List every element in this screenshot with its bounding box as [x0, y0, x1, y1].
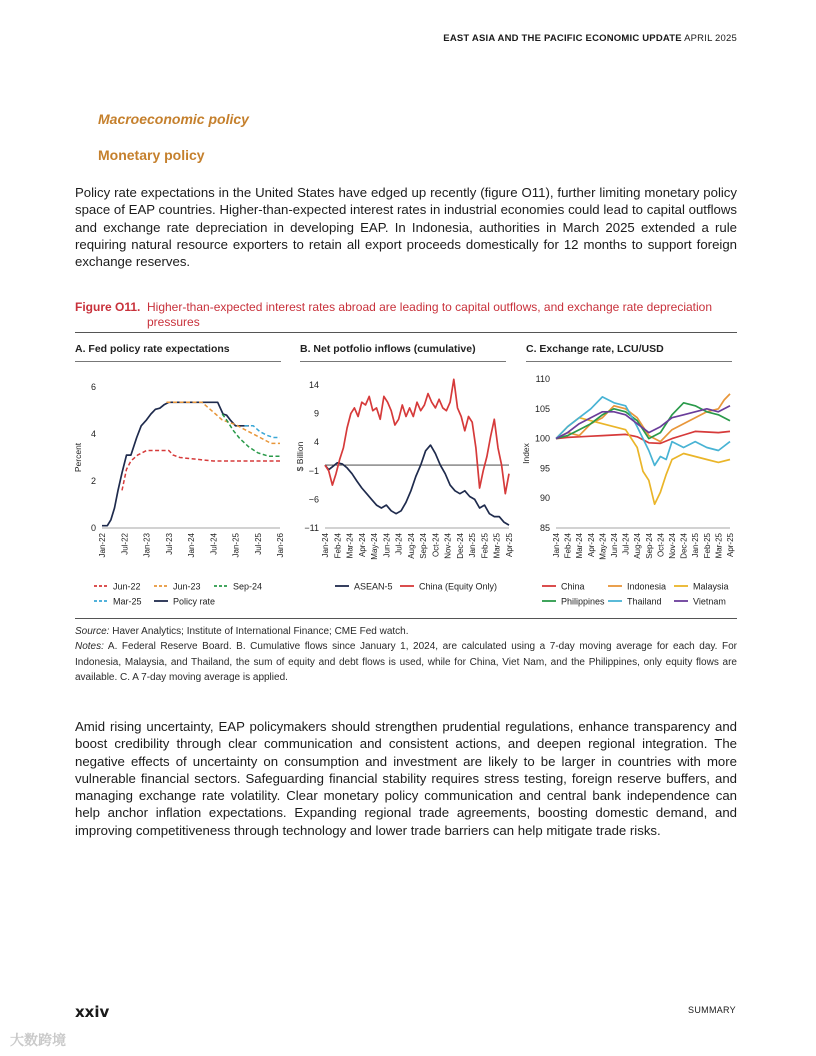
chart-c-x-tick-label: Jan-24: [552, 533, 561, 558]
chart-a-legend-label: Jun-22: [113, 581, 141, 592]
chart-c-legend-label: Philippines: [561, 596, 605, 607]
chart-b-x-tick-label: Apr-25: [505, 533, 514, 558]
chart-c-legend-label: Thailand: [627, 596, 662, 607]
chart-a-y-tick-label: 0: [90, 523, 96, 533]
chart-b-y-tick-label: −1: [308, 465, 319, 476]
chart-b-x-tick-label: Aug-24: [406, 533, 416, 559]
chart-b-x-tick-label: Nov-24: [443, 533, 453, 559]
chart-a-y-tick-label: 4: [90, 429, 96, 439]
watermark: 大数跨境: [10, 1032, 66, 1048]
header-title: EAST ASIA AND THE PACIFIC ECONOMIC UPDATE: [443, 33, 682, 44]
chart-a-y-tick-label: 6: [90, 382, 96, 392]
chart-a-x-tick-label: Jan-26: [276, 533, 285, 558]
chart-b-y-tick-label: −6: [308, 494, 319, 505]
chart-a-legend-label: Policy rate: [173, 596, 216, 607]
chart-b-x-tick-label: Jul-24: [394, 533, 404, 555]
panel-b-title: B. Net potfolio inflows (cumulative): [300, 343, 476, 355]
paragraph-1: Policy rate expectations in the United States have edged up recently (figure O11), further limiting monetary policy space of EAP countries. Higher-than-expected interest rates in industrial economies could lead to capital outflows and exchange rate depreciation in developing EAP. In Indonesia, authorities in March 2025 extended a rule requiring natural resource exporters to retain all export proceeds domestically for 12 months to support foreign exchange reserves.: [75, 185, 737, 270]
running-header: [443, 33, 737, 44]
page-number: xxiv: [75, 1003, 110, 1021]
figure-notes: [75, 639, 737, 686]
chart-b-legend-label: ASEAN-5: [354, 581, 393, 592]
chart-b-x-tick-label: Feb-24: [333, 533, 343, 559]
chart-b-x-tick-label: Feb-25: [480, 533, 490, 559]
chart-b-portfolio-inflows: [295, 365, 515, 615]
figure-label: Figure O11.: [75, 300, 141, 314]
chart-b-x-tick-label: Sep-24: [419, 533, 429, 559]
chart-b-x-tick-label: May-24: [370, 533, 380, 560]
chart-c-x-tick-label: Apr-24: [586, 533, 596, 558]
chart-c-x-tick-label: Oct-24: [656, 533, 666, 558]
figure-caption-line-2: pressures: [147, 314, 200, 329]
chart-c-x-tick-label: Dec-24: [679, 533, 689, 559]
panel-c-title: C. Exchange rate, LCU/USD: [526, 343, 664, 355]
chart-c-x-tick-label: Feb-24: [563, 533, 573, 559]
chart-a-legend-label: Jun-23: [173, 581, 201, 592]
chart-b-x-tick-label: Jun-24: [382, 533, 392, 558]
figure-top-rule: [75, 332, 737, 333]
chart-c-legend-label: China: [561, 581, 585, 592]
figure-caption-line-1: Higher-than-expected interest rates abroad are leading to capital outflows, and exchange rate depreciation: [147, 300, 713, 314]
chart-b-y-tick-label: 9: [313, 408, 319, 419]
chart-c-x-tick-label: Jun-24: [610, 533, 619, 558]
chart-c-x-tick-label: Mar-25: [714, 533, 724, 559]
chart-a-x-tick-label: Jan-25: [231, 533, 241, 558]
section-title: Macroeconomic policy: [98, 111, 249, 127]
chart-b-x-tick-label: Apr-24: [357, 533, 367, 558]
chart-a-y-tick-label: 2: [90, 476, 96, 486]
chart-b-x-tick-label: Mar-25: [492, 533, 502, 559]
chart-c-y-tick-label: 105: [534, 403, 550, 414]
chart-b-y-tick-label: −11: [304, 523, 319, 533]
chart-c-y-tick-label: 110: [535, 374, 550, 384]
figure-bottom-rule: [75, 618, 737, 619]
chart-c-y-tick-label: 100: [534, 433, 550, 444]
panel-a-title: A. Fed policy rate expectations: [75, 343, 230, 355]
footer-section: SUMMARY: [688, 1005, 736, 1015]
chart-b-x-tick-label: Jan-24: [321, 533, 330, 558]
chart-a-fed-policy-rate: [70, 365, 285, 615]
chart-b-series-china-equity-only-: [325, 379, 509, 493]
chart-a-x-tick-label: Jul-22: [120, 533, 130, 555]
chart-a-series-jun-22: [122, 451, 280, 491]
figure-caption: [75, 300, 737, 329]
chart-c-legend-label: Vietnam: [693, 596, 726, 607]
chart-a-x-tick-label: Jan-23: [142, 533, 152, 558]
chart-a-x-tick-label: Jul-25: [253, 533, 263, 555]
panel-c-rule: [526, 361, 732, 362]
chart-c-x-tick-label: Nov-24: [668, 533, 677, 559]
chart-a-x-tick-label: Jan-22: [98, 533, 107, 558]
chart-c-x-tick-label: Aug-24: [633, 533, 643, 559]
chart-b-x-tick-label: Jan-25: [468, 533, 478, 558]
chart-b-x-tick-label: Mar-24: [345, 533, 355, 559]
chart-c-x-tick-label: Mar-24: [575, 533, 585, 559]
chart-c-x-tick-label: Apr-25: [726, 533, 735, 558]
chart-a-legend-label: Sep-24: [233, 581, 263, 592]
chart-b-y-tick-label: 14: [308, 380, 319, 390]
chart-c-legend-label: Malaysia: [693, 581, 729, 592]
chart-c-x-tick-label: Jul-24: [621, 533, 631, 555]
panel-b-rule: [300, 361, 506, 362]
chart-c-exchange-rate: [520, 365, 740, 615]
chart-c-y-tick-label: 85: [539, 523, 550, 533]
chart-a-x-tick-label: Jul-24: [209, 533, 219, 555]
chart-b-series-asean-5: [325, 445, 509, 525]
notes-text: A. Federal Reserve Board. B. Cumulative flows since January 1, 2024, are calculated using a 7-day moving average for each day. For Indonesia, Malaysia, and Thailand, the sum of equity and debt flows is used, while for China, Viet Nam, and the Philippines, only equity flows are available. C. A 7-day moving average is applied.: [75, 641, 737, 683]
source-text: Haver Analytics; Institute of International Finance; CME Fed watch.: [109, 626, 409, 637]
source-label: Source:: [75, 626, 110, 637]
chart-c-legend-label: Indonesia: [627, 581, 667, 592]
chart-b-legend-label: China (Equity Only): [419, 581, 498, 592]
panel-a-rule: [75, 361, 281, 362]
chart-c-x-tick-label: May-24: [598, 533, 608, 560]
chart-a-x-tick-label: Jul-23: [164, 533, 174, 555]
chart-b-x-tick-label: Dec-24: [455, 533, 465, 559]
chart-c-y-axis-label: Index: [521, 443, 531, 464]
chart-a-x-tick-label: Jan-24: [187, 533, 196, 558]
chart-c-x-tick-label: Sep-24: [644, 533, 654, 559]
notes-label: Notes:: [75, 641, 104, 652]
chart-b-y-axis-label: $ Billion: [295, 441, 305, 472]
chart-c-x-tick-label: Feb-25: [702, 533, 712, 559]
chart-a-legend-label: Mar-25: [113, 596, 142, 607]
chart-b-x-tick-label: Oct-24: [431, 533, 441, 558]
chart-c-x-tick-label: Jan-25: [691, 533, 701, 558]
chart-a-series-jun-23: [167, 402, 281, 443]
chart-b-y-tick-label: 4: [313, 437, 319, 448]
section-subtitle: Monetary policy: [98, 147, 205, 163]
paragraph-2: Amid rising uncertainty, EAP policymakers should strengthen prudential regulations, enhance transparency and boost credibility through clear communication and consistent actions, and deepen regional integration. The negative effects of uncertainty on consumption and investment are likely to be larger in countries with more vulnerable financial sectors. Safeguarding financial stability requires stress testing, foreign reserve buffers, and managing exchange rate volatility. Clear monetary policy communication and central bank independence can help anchor inflation expectations. Expanding regional trade agreements, boosting domestic demand, and improving competitiveness through technology and lower trade barriers can help mitigate trade risks.: [75, 719, 737, 838]
figure-source: [75, 624, 737, 640]
chart-c-y-tick-label: 95: [539, 463, 550, 474]
chart-a-y-axis-label: Percent: [73, 442, 83, 473]
header-date: APRIL 2025: [684, 33, 737, 44]
chart-c-y-tick-label: 90: [539, 493, 550, 504]
